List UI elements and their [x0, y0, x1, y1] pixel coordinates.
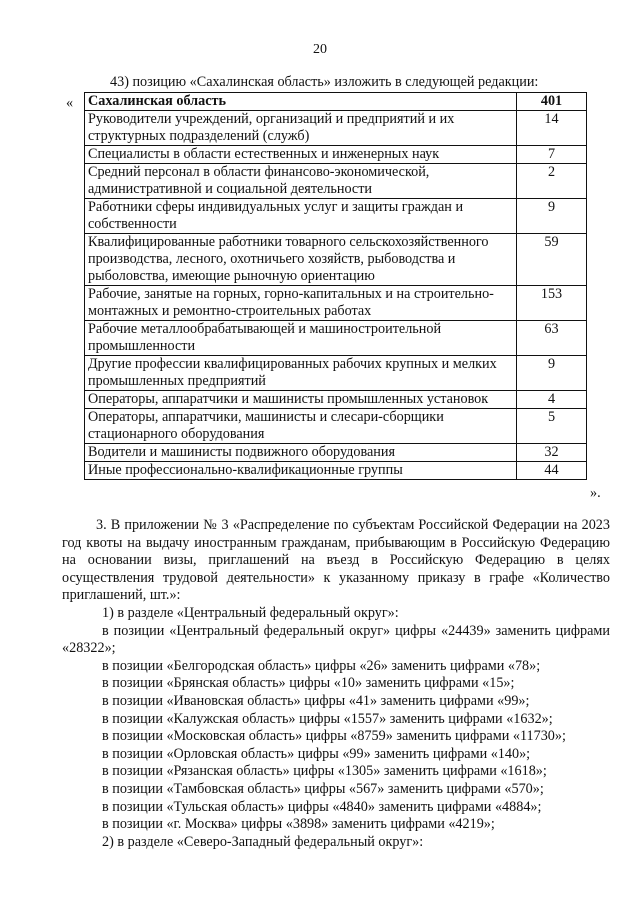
page-number: 20 — [313, 42, 327, 57]
quota-value: 44 — [517, 462, 587, 480]
table-row — [85, 164, 587, 199]
list-item: в позиции «Тульская область» цифры «4840» заменить цифрами «4884»; — [102, 798, 542, 815]
list-item: в позиции «Центральный федеральный округ» цифры «24439» заменить цифрами «28322»; — [62, 622, 610, 657]
list-item: в позиции «Ивановская область» цифры «41» заменить цифрами «99»; — [102, 692, 530, 709]
quota-value: 7 — [517, 146, 587, 164]
list-item: в позиции «Рязанская область» цифры «1305» заменить цифрами «1618»; — [102, 763, 547, 780]
table-row — [85, 409, 587, 444]
table-row — [85, 199, 587, 234]
list-item: в позиции «Московская область» цифры «8759» заменить цифрами «11730»; — [102, 728, 566, 745]
quota-value: 5 — [517, 409, 587, 444]
occupation-group: Рабочие, занятые на горных, горно-капитальных и на строительно-монтажных и ремонтно-строительных работах — [85, 286, 517, 321]
region-total: 401 — [517, 93, 587, 111]
amendment-intro: 43) позицию «Сахалинская область» изложить в следующей редакции: — [110, 74, 539, 90]
table-row — [85, 234, 587, 286]
quota-value: 32 — [517, 444, 587, 462]
table-row — [85, 111, 587, 146]
list-item: в позиции «Калужская область» цифры «1557» заменить цифрами «1632»; — [102, 710, 553, 727]
section-2-heading: 2) в разделе «Северо-Западный федеральный округ»: — [102, 833, 424, 850]
quota-value: 14 — [517, 111, 587, 146]
quota-value: 4 — [517, 391, 587, 409]
quota-value: 153 — [517, 286, 587, 321]
body-text — [62, 517, 610, 851]
occupation-group: Другие профессии квалифицированных рабочих крупных и мелких промышленных предприятий — [85, 356, 517, 391]
list-item: в позиции «г. Москва» цифры «3898» заменить цифрами «4219»; — [102, 816, 495, 833]
occupation-group: Работники сферы индивидуальных услуг и защиты граждан и собственности — [85, 199, 517, 234]
occupation-group: Квалифицированные работники товарного сельскохозяйственного производства, лесного, охотничьего хозяйств, рыбоводства и рыболовства, имеющие рыночную ориентацию — [85, 234, 517, 286]
occupation-group: Руководители учреждений, организаций и предприятий и их структурных подразделений (служб) — [85, 111, 517, 146]
table-row — [85, 444, 587, 462]
quota-value: 2 — [517, 164, 587, 199]
table-row — [85, 462, 587, 480]
quota-value: 9 — [517, 199, 587, 234]
quota-value: 9 — [517, 356, 587, 391]
quota-value: 59 — [517, 234, 587, 286]
occupation-group: Операторы, аппаратчики и машинисты промышленных установок — [85, 391, 517, 409]
table-row — [85, 146, 587, 164]
occupation-group: Операторы, аппаратчики, машинисты и слесари-сборщики стационарного оборудования — [85, 409, 517, 444]
table-header-row — [85, 93, 587, 111]
section-1-heading: 1) в разделе «Центральный федеральный округ»: — [102, 604, 399, 621]
list-item: в позиции «Тамбовская область» цифры «567» заменить цифрами «570»; — [102, 780, 544, 797]
occupation-group: Рабочие металлообрабатывающей и машиностроительной промышленности — [85, 321, 517, 356]
table-row — [85, 286, 587, 321]
table-row — [85, 321, 587, 356]
occupation-group: Иные профессионально-квалификационные группы — [85, 462, 517, 480]
list-item: в позиции «Орловская область» цифры «99» заменить цифрами «140»; — [102, 745, 531, 762]
table-row — [85, 356, 587, 391]
occupation-group: Водители и машинисты подвижного оборудования — [85, 444, 517, 462]
quota-value: 63 — [517, 321, 587, 356]
list-item: в позиции «Брянская область» цифры «10» заменить цифрами «15»; — [102, 675, 515, 692]
occupation-group: Специалисты в области естественных и инженерных наук — [85, 146, 517, 164]
list-item: в позиции «Белгородская область» цифры «26» заменить цифрами «78»; — [102, 657, 541, 674]
closing-quote-mark: ». — [590, 485, 601, 501]
paragraph-3: 3. В приложении № 3 «Распределение по субъектам Российской Федерации на 2023 год квоты на выдачу иностранным гражданам, прибывающим в Российскую Федерацию на основании визы, приглашений на въезд в Российскую Федерацию в целях осуществления трудовой деятельности» к указанному приказу в графе «Количество приглашений, шт.»: — [62, 517, 610, 604]
occupation-group: Средний персонал в области финансово-экономической, административной и социальной деятельности — [85, 164, 517, 199]
quota-table — [84, 92, 587, 480]
region-name: Сахалинская область — [85, 93, 517, 111]
table-row — [85, 391, 587, 409]
opening-quote-mark: « — [66, 95, 74, 111]
